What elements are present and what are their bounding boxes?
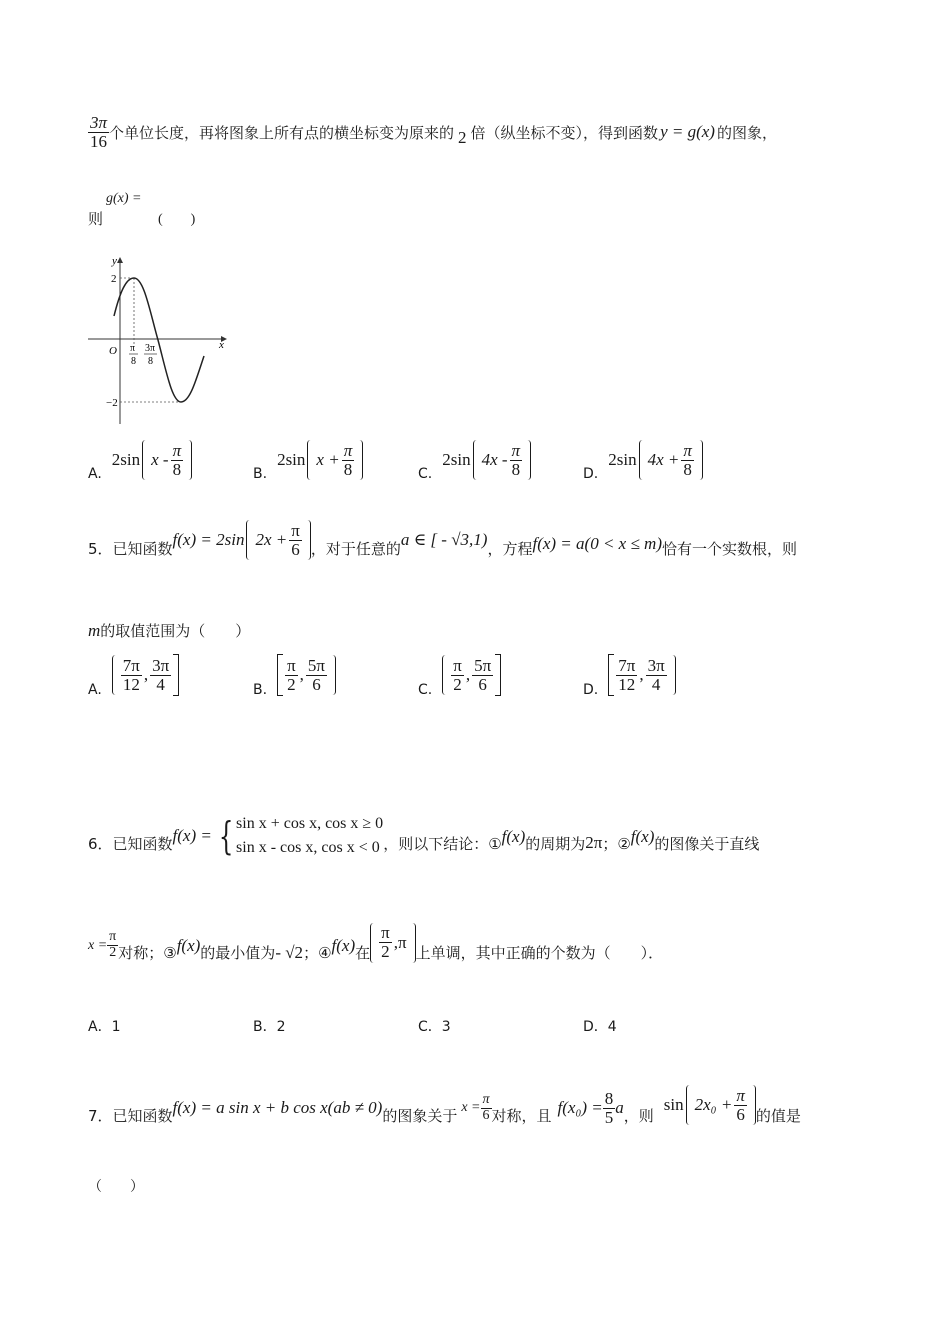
sine-graph <box>86 252 236 430</box>
intro-text-3: 的图象， <box>716 123 777 142</box>
tick1-den: 8 <box>131 356 136 367</box>
q6-option-a[interactable]: A．1 <box>88 1019 121 1035</box>
origin-label: O <box>109 345 117 357</box>
q6-line2: x = $\frac{\pi}{2}$ 对称；③ f(x) 的最小值为 - √2 ；④ f(x) 在 $\frac{\pi}{2}$ ,π 上单调，其中正确的个数为（ ）． <box>88 923 664 962</box>
y-min-label: −2 <box>106 397 118 409</box>
intro-g-expr: g(x) = <box>106 191 142 206</box>
intro-fraction: $\frac{3\pi}{16}$ <box>90 113 108 151</box>
q5-func: f(x) = 2sin 2x + $\frac{\pi}{6}$ <box>173 520 311 560</box>
q4-option-d[interactable]: D. 2sin 4x + $\frac{\pi}{8}$ <box>583 440 703 480</box>
intro-blank: ( ) <box>158 212 196 227</box>
q7-blank: （ ） <box>88 1180 144 1195</box>
tick2-num: 3π <box>145 343 156 354</box>
tick2-den: 8 <box>148 356 153 367</box>
q6-piecewise: { sin x + cos x, cos x ≥ 0 sin x - cos x, cos x < 0 <box>218 814 384 858</box>
intro-text-2: 倍（纵坐标不变），得到函数 <box>470 123 659 142</box>
q6-option-d[interactable]: D．4 <box>583 1019 617 1035</box>
sine-curve <box>114 278 204 402</box>
intro-then: 则 <box>88 210 104 228</box>
q6-stem: 6．已知函数 f(x) = { sin x + cos x, cos x ≥ 0 sin x - cos x, cos x < 0 ，则以下结论：① f(x) 的周期为 2π ；② f(x) 的图像关于直线 <box>88 814 760 858</box>
q6-option-c[interactable]: C．3 <box>418 1019 451 1035</box>
q5-line2: m的取值范围为（ ） <box>88 621 251 640</box>
q5-option-a[interactable]: A. $\frac{7\pi}{12}$ , $\frac{3\pi}{4}$ <box>88 654 179 696</box>
intro-factor: 2 <box>458 128 467 148</box>
q4-option-c[interactable]: C. 2sin 4x - $\frac{\pi}{8}$ <box>418 440 531 480</box>
q5-a-set: a ∈ [ - √3,1) <box>400 530 488 549</box>
q5-stem: 5．已知函数 f(x) = 2sin 2x + $\frac{\pi}{6}$ ，对于任意的 a ∈ [ - √3,1) ，方程 f(x) = a(0 < x ≤ m) 恰有一个实数根，则 <box>88 520 797 559</box>
intro-text-1: 个单位长度，再将图象上所有点的横坐标变为原来的 <box>109 123 455 142</box>
q5-option-b[interactable]: B. $\frac{\pi}{2}$ , $\frac{5\pi}{6}$ <box>253 654 336 696</box>
q6-option-b[interactable]: B．2 <box>253 1019 286 1035</box>
q7-stem: 7．已知函数 f(x) = a sin x + b cos x(ab ≠ 0) 的图象关于 x = $\frac{\pi}{6}$ 对称，且 f(x₀) = $\frac{8}{5}$ a ，则 sin 2x₀ + $\frac{\pi}{6}$ 的值是 <box>88 1086 801 1127</box>
q6-interval: $\frac{\pi}{2}$ ,π <box>370 923 415 963</box>
q5-equation: f(x) = a(0 < x ≤ m) <box>532 534 662 553</box>
q4-option-b[interactable]: B. 2sin x + $\frac{\pi}{8}$ <box>253 440 363 480</box>
q5-option-d[interactable]: D. $\frac{7\pi}{12}$ , $\frac{3\pi}{4}$ <box>583 654 676 696</box>
q5-option-c[interactable]: C. $\frac{\pi}{2}$ , $\frac{5\pi}{6}$ <box>418 654 501 696</box>
q7-sin-expr: sin 2x₀ + $\frac{\pi}{6}$ <box>664 1085 756 1125</box>
intro-line <box>88 114 777 151</box>
y-max-label: 2 <box>111 273 117 285</box>
intro-func: y = g(x) <box>660 122 715 142</box>
y-axis-label: y <box>112 255 117 267</box>
q4-option-a[interactable]: A. 2sin x - $\frac{\pi}{8}$ <box>88 440 192 480</box>
tick1-num: π <box>130 343 136 354</box>
x-axis-label: x <box>219 339 224 351</box>
